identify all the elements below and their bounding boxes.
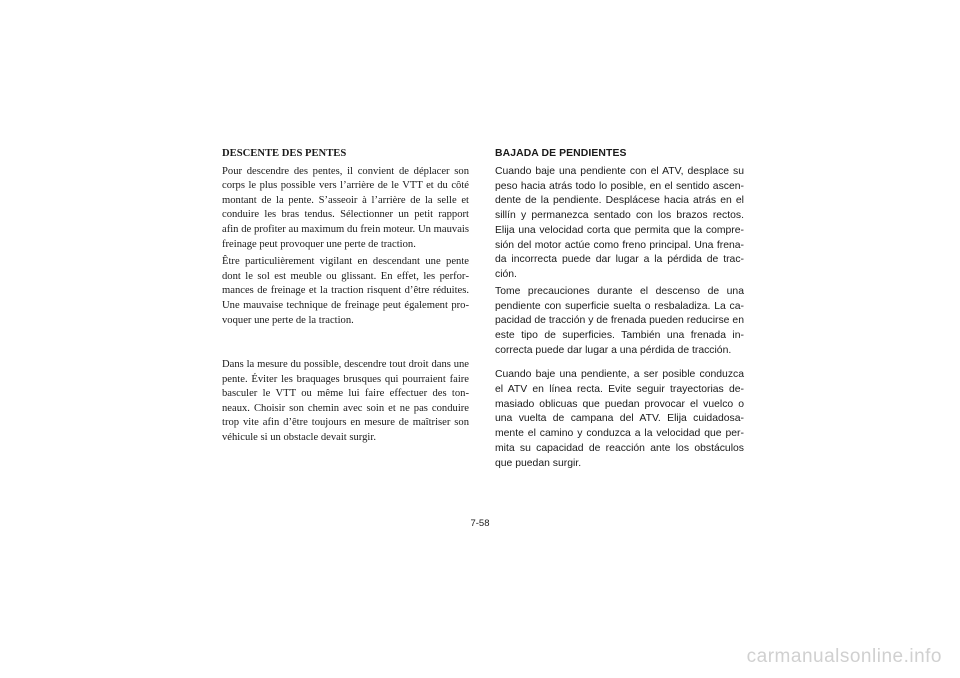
french-paragraph: Pour descendre des pentes, il convient de déplacer son corps le plus possible vers l’arrière de le VTT et du côté montant de la pente. S’asseoir à l’arrière de la selle et conduire les bras tendus. Sélectionner un petit rapport afin de profiter au maximum du frein moteur. Un mauvais freinage peut provoquer une perte de traction.	[222, 165, 469, 250]
french-paragraph: Dans la mesure du possible, descendre tout droit dans une pente. Éviter les braquages brusques qui pourraient faire basculer le VTT ou même lui faire effectuer des tonneaux. Choisir son chemin avec soin et ne pas conduire trop vite afin d’être toujours en mesure de maîtriser son véhicule si un obstacle devait surgir.	[222, 359, 469, 443]
french-second-block	[222, 358, 469, 446]
watermark: carmanualsonline.info	[746, 646, 942, 667]
page-number: 7-58	[470, 518, 490, 529]
french-heading: DESCENTE DES PENTES	[222, 148, 347, 159]
french-column	[222, 147, 469, 331]
spanish-heading: BAJADA DE PENDIENTES	[495, 148, 627, 159]
spanish-second-block	[495, 368, 744, 471]
spanish-column	[495, 147, 744, 361]
spanish-paragraph: Cuando baje una pendiente, a ser posible conduzca el ATV en línea recta. Evite seguir trayectorias demasiado oblicuas que puedan provocar el vuelco o una vuelta de campana del ATV. Elija cuidadosamente el camino y conduzca a la velocidad que permita su capacidad de reacción ante los obstáculos que puedan surgir.	[495, 369, 744, 469]
spanish-paragraph: Tome precauciones durante el descenso de una pendiente con superficie suelta o resbaladiza. La capacidad de tracción y de frenada pueden reducirse en este tipo de superficies. También una frenada incorrecta puede dar lugar a una pérdida de tracción.	[495, 285, 744, 356]
french-paragraph: Être particulièrement vigilant en descendant une pente dont le sol est meuble ou glissant. En effet, les performances de freinage et la traction risquent d’être réduites. Une mauvaise technique de freinage peut également provoquer une perte de la traction.	[222, 256, 469, 326]
spanish-paragraph: Cuando baje una pendiente con el ATV, desplace su peso hacia atrás todo lo posible, en el sentido ascendente de la pendiente. Desplácese hacia atrás en el sillín y permanezca sentado con los brazos rectos. Elija una velocidad corta que permita que la compresión del motor actúe como freno principal. Una frenada incorrecta puede dar lugar a la pérdida de tracción.	[495, 165, 744, 280]
